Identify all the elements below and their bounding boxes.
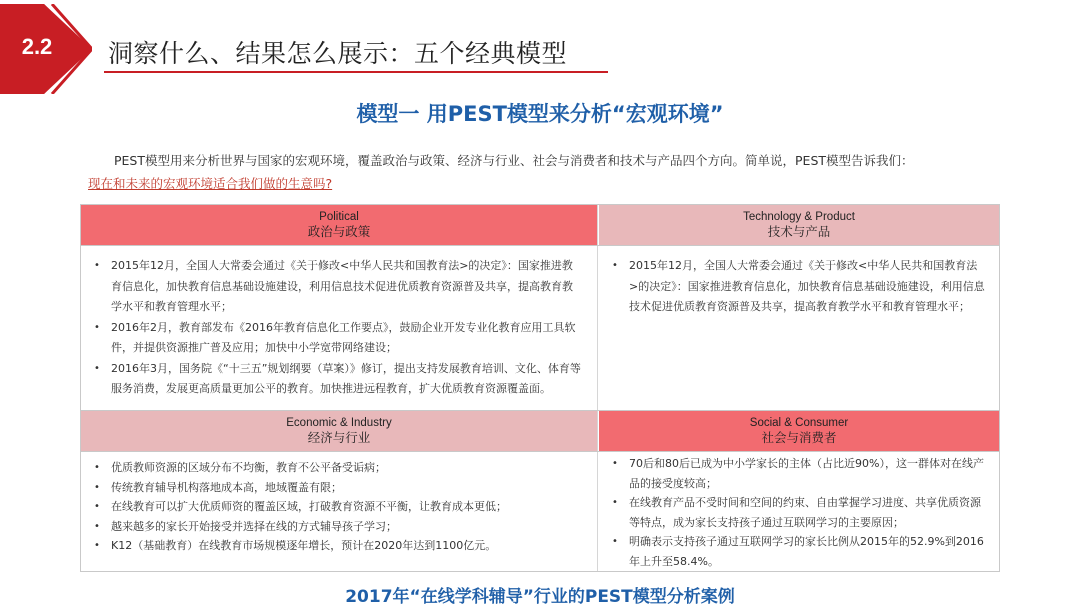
list-item: • 2015年12月，全国人大常委会通过《关于修改<中华人民共和国教育法>的决定》：国家推进教育信息化，加快教育信息基础设施建设，利用信息技术促进优质教育资源普及共享，提高教育教学水平和教育管理水平；	[625, 256, 985, 318]
economic-title-en: Economic & Industry	[286, 417, 392, 429]
political-list	[95, 256, 583, 400]
political-title-zh: 政治与政策	[307, 224, 371, 239]
economic-list	[95, 458, 583, 556]
grid-divider-top	[81, 245, 999, 246]
economic-title-zh: 经济与行业	[307, 430, 371, 445]
list-item: • 越来越多的家长开始接受并选择在线的方式辅导孩子学习；	[107, 517, 583, 537]
political-title-en: Political	[319, 211, 359, 223]
section-number: 2.2	[21, 34, 53, 59]
list-item: • 在线教育产品不受时间和空间的约束、自由掌握学习进度、共享优质资源等特点，成为家长支持孩子通过互联网学习的主要原因；	[625, 493, 985, 532]
technology-list	[613, 256, 985, 318]
list-item: • 在线教育可以扩大优质师资的覆盖区域，打破教育资源不平衡，让教育成本更低；	[107, 497, 583, 517]
page-title: 洞察什么、结果怎么展示：五个经典模型	[108, 39, 568, 68]
grid-divider-vertical	[597, 205, 598, 571]
political-body	[81, 246, 597, 410]
list-item: • K12（基础教育）在线教育市场规模逐年增长，预计在2020年达到1100亿元。	[107, 536, 583, 556]
intro-question: 现在和未来的宏观环境适合我们做的生意吗?	[88, 176, 333, 191]
title-underline	[104, 71, 608, 73]
economic-header	[81, 411, 597, 451]
social-title-en: Social & Consumer	[749, 417, 849, 429]
list-item: • 70后和80后已成为中小学家长的主体（占比近90%），这一群体对在线产品的接受度较高；	[625, 454, 985, 493]
list-item: • 2016年2月，教育部发布《2016年教育信息化工作要点》，鼓励企业开发专业化教育应用工具软件，并提供资源推广普及应用；加快中小学宽带网络建设；	[107, 318, 583, 359]
list-item: • 2015年12月，全国人大常委会通过《关于修改<中华人民共和国教育法>的决定》：国家推进教育信息化，加快教育信息基础设施建设，利用信息技术促进优质教育资源普及共享，提高教育教学水平和教育管理水平；	[107, 256, 583, 318]
social-title-zh: 社会与消费者	[761, 430, 837, 445]
figure-caption: 2017年“在线学科辅导”行业的PEST模型分析案例	[345, 587, 735, 607]
social-body	[599, 452, 999, 571]
social-header	[599, 411, 999, 451]
list-item: • 明确表示支持孩子通过互联网学习的家长比例从2015年的52.9%到2016年上升至58.4%。	[625, 532, 985, 571]
model-heading: 模型一 用PEST模型来分析“宏观环境”	[356, 102, 724, 126]
pest-grid	[80, 204, 1000, 572]
technology-body	[599, 246, 999, 410]
grid-divider-lower	[81, 451, 999, 452]
economic-body	[81, 452, 597, 571]
grid-divider-middle	[81, 410, 999, 411]
technology-title-zh: 技术与产品	[767, 224, 831, 239]
technology-header	[599, 205, 999, 245]
political-header	[81, 205, 597, 245]
technology-title-en: Technology & Product	[743, 211, 855, 223]
list-item: • 优质教师资源的区域分布不均衡，教育不公平备受诟病；	[107, 458, 583, 478]
section-badge	[0, 4, 92, 94]
list-item: • 2016年3月，国务院《“十三五”规划纲要（草案）》修订，提出支持发展教育培训、文化、体育等服务消费，发展更高质量更加公平的教育。加快推进远程教育，扩大优质教育资源覆盖面。	[107, 359, 583, 400]
intro-paragraph: PEST模型用来分析世界与国家的宏观环境，覆盖政治与政策、经济与行业、社会与消费者和技术与产品四个方向。简单说，PEST模型告诉我们：	[114, 153, 914, 168]
list-item: • 传统教育辅导机构落地成本高，地域覆盖有限；	[107, 478, 583, 498]
social-list	[613, 454, 985, 571]
